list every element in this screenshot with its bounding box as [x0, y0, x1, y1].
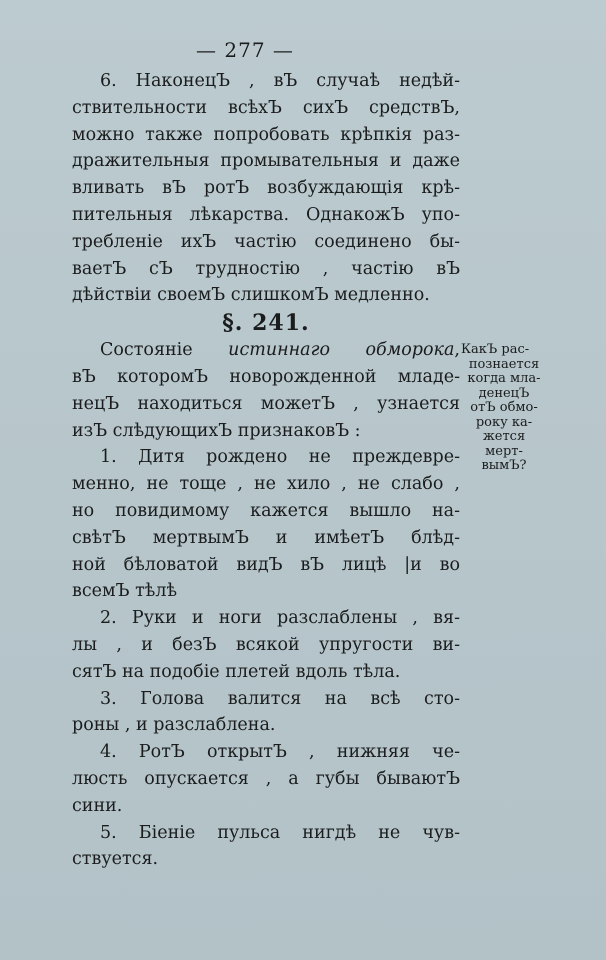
text-line: лы , и безЪ всякой упругости ви- [72, 634, 460, 655]
item-2 [72, 605, 460, 685]
main-text [72, 68, 460, 873]
text-line: ствуется. [72, 849, 159, 870]
text-line: 1. Дитя рождено не преждевре- [100, 447, 460, 468]
text-line: сини. [72, 795, 123, 816]
margin-note-line: жется [482, 429, 526, 444]
text-line: требленіе ихЪ частію соединено бы- [72, 231, 460, 252]
text-line: можно также попробовать крѣпкія раз- [72, 124, 460, 145]
margin-note-line: КакЪ рас- [461, 342, 530, 357]
margin-note-line: отЪ обмо- [470, 400, 538, 415]
text-line: вЪ которомЪ новорожденной младе- [72, 366, 460, 387]
section-heading: §. 241. [222, 310, 310, 337]
margin-note-line: мерт- [485, 443, 523, 459]
intro-suffix: , [454, 340, 460, 361]
text-line: 4. РотЪ открытЪ , нижняя че- [100, 742, 460, 763]
text-line: пительныя лѣкарства. ОднакожЪ упо- [72, 204, 460, 225]
text-line: ваетЪ сЪ трудностію , частію вЪ [72, 258, 460, 279]
text-line: свѣтЪ мертвымЪ и имѣетЪ блѣд- [72, 527, 460, 548]
text-line: 5. Біеніе пульса нигдѣ не чув- [100, 822, 460, 843]
text-line: но повидимому кажется вышло на- [72, 500, 460, 521]
margin-note-line: когда мла- [467, 371, 541, 386]
text-line: ной бѣловатой видЪ вЪ лицѣ |и во [72, 554, 460, 575]
paragraph-6 [72, 68, 460, 309]
margin-note [461, 343, 547, 474]
text-line: 2. Руки и ноги разслаблены , вя- [100, 608, 460, 629]
margin-note-line: познается [468, 356, 540, 372]
text-line: сятЪ на подобіе плетей вдоль тѣла. [72, 661, 401, 682]
section-intro [72, 337, 460, 444]
text-line: 3. Голова валится на всѣ сто- [100, 688, 460, 709]
page-number: — 277 — [196, 38, 294, 62]
text-line: нецЪ находиться можетЪ , узнается [72, 393, 460, 414]
intro-prefix: Состояніе [100, 340, 193, 361]
text-line: дѣйствіи своемЪ слишкомЪ медленно. [72, 285, 430, 306]
margin-note-line: вымЪ? [481, 458, 527, 473]
text-line: дражительныя промывательныя и даже [72, 151, 460, 172]
text-line [72, 337, 460, 364]
item-3 [72, 686, 460, 740]
text-line: менно, не тоще , не хило , не слабо , [72, 474, 460, 495]
item-1 [72, 444, 460, 605]
text-line: люсть опускается , а губы бываютЪ [72, 768, 460, 789]
margin-note-line: денецЪ [478, 385, 530, 401]
intro-emphasis: истиннаго обморока [228, 340, 455, 361]
item-5 [72, 820, 460, 874]
text-line: ствительности всѣхЪ сихЪ средствЪ, [72, 97, 460, 118]
text-line: вливать вЪ ротЪ возбуждающія крѣ- [72, 178, 460, 199]
item-4 [72, 739, 460, 819]
margin-note-line: року ка- [475, 414, 533, 430]
text-line: изЪ слѣдующихЪ признаковЪ : [72, 420, 361, 441]
text-line: всемЪ тѣлѣ [72, 581, 177, 602]
text-line: 6. НаконецЪ , вЪ случаѣ недѣй- [100, 71, 460, 91]
text-line: роны , и разслаблена. [72, 715, 276, 736]
